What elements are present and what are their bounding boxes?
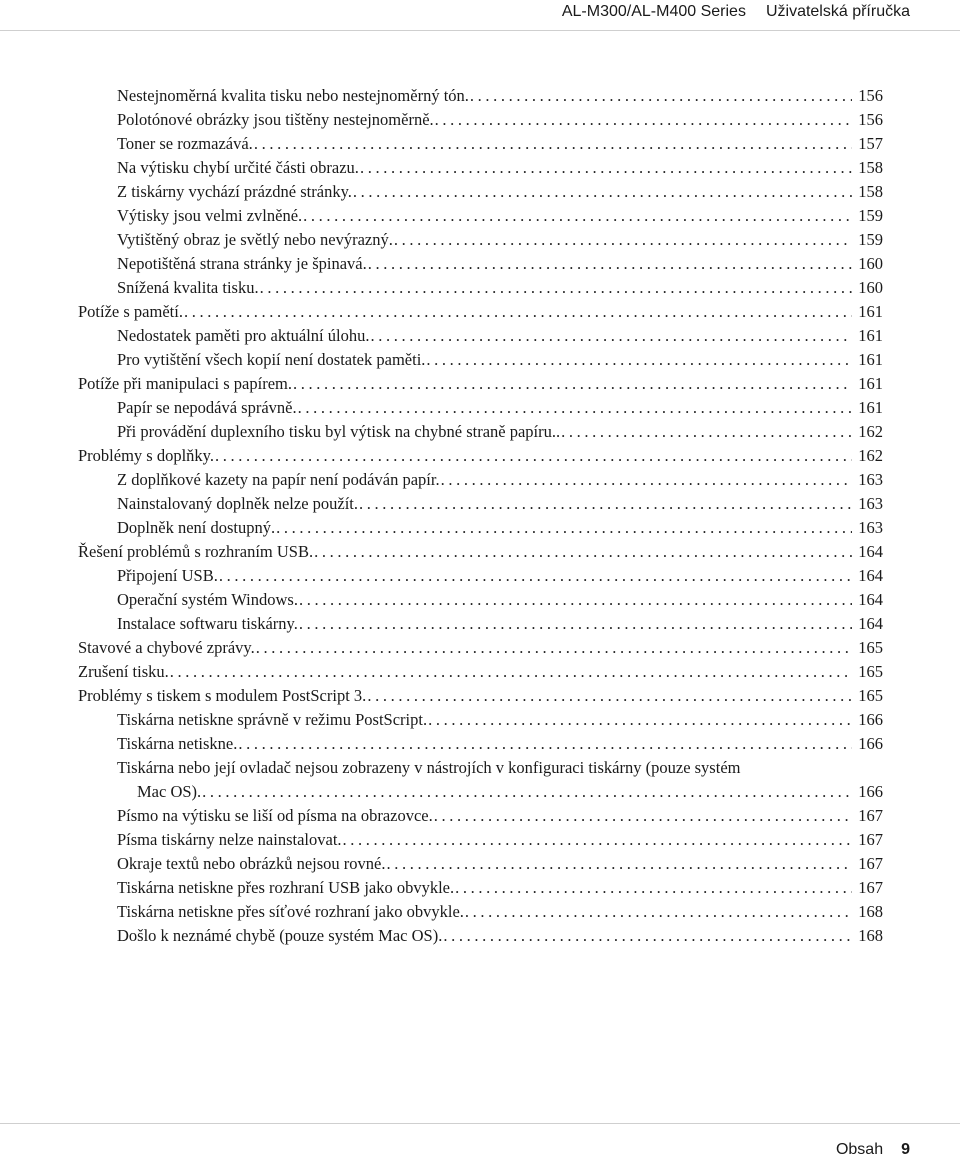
dot-leader <box>313 540 852 564</box>
toc-entry[interactable] <box>78 564 883 588</box>
toc-entry-page: 164 <box>858 614 883 633</box>
dot-leader <box>297 396 853 420</box>
dot-leader <box>352 180 852 204</box>
toc-entry-title: Tiskárna netiskne. <box>117 734 238 753</box>
toc-entry-page: 167 <box>858 806 883 825</box>
dot-leader <box>218 564 852 588</box>
toc-entry[interactable] <box>78 252 883 276</box>
toc-entry-page: 158 <box>858 182 883 201</box>
dot-leader <box>427 708 852 732</box>
dot-leader <box>358 492 852 516</box>
dot-leader <box>253 132 852 156</box>
dot-leader <box>393 228 852 252</box>
toc-entry-page: 167 <box>858 854 883 873</box>
toc-entry[interactable] <box>78 492 883 516</box>
toc-entry-page: 163 <box>858 470 883 489</box>
toc-entry-title: Tiskárna nebo její ovladač nejsou zobrazeny v nástrojích v konfiguraci tiskárny (pouze systém <box>117 758 741 777</box>
toc-entry[interactable] <box>78 276 883 300</box>
toc-entry-title: Písmo na výtisku se liší od písma na obrazovce. <box>117 806 433 825</box>
toc-entry-title: Výtisky jsou velmi zvlněné. <box>117 206 303 225</box>
toc-entry-title: Problémy s tiskem s modulem PostScript 3. <box>78 686 367 705</box>
toc-entry-page: 159 <box>858 230 883 249</box>
toc-entry-page: 164 <box>858 590 883 609</box>
dot-leader <box>169 660 853 684</box>
toc-entry[interactable] <box>78 588 883 612</box>
toc-entry-page: 163 <box>858 494 883 513</box>
toc-entry-title: Z doplňkové kazety na papír není podáván papír. <box>117 470 440 489</box>
dot-leader <box>292 372 852 396</box>
toc-entry-title: Problémy s doplňky. <box>78 446 214 465</box>
toc-entry-title: Řešení problémů s rozhraním USB. <box>78 542 314 561</box>
toc-entry[interactable] <box>78 468 883 492</box>
toc-entry-title: Nainstalovaný doplněk nelze použít. <box>117 494 359 513</box>
toc-entry-page: 158 <box>858 158 883 177</box>
toc-entry-title: Potíže při manipulaci s papírem. <box>78 374 292 393</box>
toc-entry[interactable] <box>78 756 883 804</box>
toc-entry-page: 168 <box>858 902 883 921</box>
toc-entry[interactable] <box>78 300 883 324</box>
toc-entry[interactable] <box>78 708 883 732</box>
dot-leader <box>464 900 852 924</box>
dot-leader <box>366 684 852 708</box>
header-product: AL-M300/AL-M400 Series <box>561 3 746 20</box>
footer-divider <box>0 1123 960 1124</box>
toc-entry[interactable] <box>78 828 883 852</box>
dot-leader <box>425 348 852 372</box>
toc-entry-title: Doplněk není dostupný. <box>117 518 276 537</box>
toc-entry-title-continued: Mac OS). <box>137 782 202 801</box>
toc-entry-title: Došlo k neznámé chybě (pouze systém Mac OS). <box>117 926 443 945</box>
toc-entry-page: 160 <box>858 278 883 297</box>
toc-entry-title: Potíže s pamětí. <box>78 302 183 321</box>
toc-entry-page: 162 <box>858 446 883 465</box>
toc-entry-page: 159 <box>858 206 883 225</box>
toc-entry-title: Při provádění duplexního tisku byl výtisk na chybné straně papíru.. <box>117 422 561 441</box>
toc-entry-page: 160 <box>858 254 883 273</box>
toc-entry[interactable] <box>78 852 883 876</box>
toc-entry-title: Instalace softwaru tiskárny. <box>117 614 298 633</box>
dot-leader <box>440 468 853 492</box>
toc-entry-page: 167 <box>858 878 883 897</box>
toc-entry-title: Nepotištěná strana stránky je špinavá. <box>117 254 367 273</box>
dot-leader <box>275 516 852 540</box>
toc-entry-page: 161 <box>858 398 883 417</box>
dot-leader <box>214 444 852 468</box>
toc-entry-page: 165 <box>858 662 883 681</box>
toc-entry-title: Připojení USB. <box>117 566 218 585</box>
table-of-contents <box>78 84 883 948</box>
dot-leader <box>259 276 853 300</box>
toc-entry-page: 156 <box>858 86 883 105</box>
toc-entry[interactable] <box>78 396 883 420</box>
toc-entry[interactable] <box>78 156 883 180</box>
toc-entry-title: Okraje textů nebo obrázků nejsou rovné. <box>117 854 386 873</box>
running-header <box>562 0 910 24</box>
toc-entry-page: 165 <box>858 638 883 657</box>
dot-leader <box>560 420 852 444</box>
dot-leader <box>367 252 853 276</box>
toc-entry[interactable] <box>78 420 883 444</box>
footer-section: Obsah <box>835 1141 884 1158</box>
dot-leader <box>454 876 852 900</box>
toc-entry-title: Snížená kvalita tisku. <box>117 278 259 297</box>
toc-entry-page: 168 <box>858 926 883 945</box>
header-doc-title: Uživatelská příručka <box>765 3 910 20</box>
dot-leader <box>386 852 853 876</box>
toc-entry-title: Nestejnoměrná kvalita tisku nebo nestejnoměrný tón. <box>117 86 469 105</box>
toc-entry-page: 162 <box>858 422 883 441</box>
toc-entry[interactable] <box>78 348 883 372</box>
toc-entry-title: Toner se rozmazává. <box>117 134 253 153</box>
toc-entry-title: Pro vytištění všech kopií není dostatek paměti. <box>117 350 426 369</box>
toc-entry-title: Operační systém Windows. <box>117 590 298 609</box>
toc-entry-page: 163 <box>858 518 883 537</box>
toc-entry[interactable] <box>78 684 883 708</box>
toc-entry[interactable] <box>78 516 883 540</box>
dot-leader <box>469 84 852 108</box>
toc-entry[interactable] <box>78 732 883 756</box>
header-divider <box>0 30 960 31</box>
dot-leader <box>369 324 852 348</box>
dot-leader <box>255 636 853 660</box>
toc-entry-page: 157 <box>858 134 883 153</box>
footer-page-number: 9 <box>901 1141 910 1158</box>
toc-entry[interactable] <box>78 660 883 684</box>
dot-leader <box>298 612 852 636</box>
toc-entry-title: Písma tiskárny nelze nainstalovat. <box>117 830 342 849</box>
toc-entry[interactable] <box>78 84 883 108</box>
toc-entry-page: 161 <box>858 326 883 345</box>
toc-entry-title: Vytištěný obraz je světlý nebo nevýrazný. <box>117 230 393 249</box>
dot-leader <box>201 780 852 804</box>
toc-entry[interactable] <box>78 132 883 156</box>
toc-entry-page: 166 <box>858 782 883 801</box>
toc-entry[interactable] <box>78 876 883 900</box>
toc-entry-page: 165 <box>858 686 883 705</box>
toc-entry[interactable] <box>78 444 883 468</box>
toc-entry-title: Nedostatek paměti pro aktuální úlohu. <box>117 326 370 345</box>
dot-leader <box>237 732 852 756</box>
toc-entry[interactable] <box>78 180 883 204</box>
toc-entry-title: Papír se nepodává správně. <box>117 398 297 417</box>
dot-leader <box>359 156 852 180</box>
toc-entry[interactable] <box>78 228 883 252</box>
dot-leader <box>298 588 852 612</box>
toc-entry-title: Tiskárna netiskne přes síťové rozhraní jako obvykle. <box>117 902 464 921</box>
toc-entry[interactable] <box>78 636 883 660</box>
toc-entry-page: 164 <box>858 566 883 585</box>
running-footer <box>836 1138 910 1162</box>
toc-entry[interactable] <box>78 804 883 828</box>
toc-entry-title: Zrušení tisku. <box>78 662 169 681</box>
dot-leader <box>302 204 852 228</box>
toc-entry-page: 167 <box>858 830 883 849</box>
toc-entry[interactable] <box>78 900 883 924</box>
toc-entry-title: Z tiskárny vychází prázdné stránky. <box>117 182 352 201</box>
toc-entry-page: 166 <box>858 734 883 753</box>
toc-entry[interactable] <box>78 540 883 564</box>
toc-entry-title: Polotónové obrázky jsou tištěny nestejnoměrně. <box>117 110 434 129</box>
toc-entry-page: 164 <box>858 542 883 561</box>
dot-leader <box>442 924 852 948</box>
toc-entry-page: 156 <box>858 110 883 129</box>
toc-entry[interactable] <box>78 108 883 132</box>
toc-entry-page: 166 <box>858 710 883 729</box>
toc-entry[interactable] <box>78 924 883 948</box>
dot-leader <box>434 108 853 132</box>
toc-entry-page: 161 <box>858 350 883 369</box>
dot-leader <box>183 300 852 324</box>
toc-entry-title: Tiskárna netiskne přes rozhraní USB jako obvykle. <box>117 878 455 897</box>
toc-entry-page: 161 <box>858 374 883 393</box>
toc-entry[interactable] <box>78 612 883 636</box>
toc-entry[interactable] <box>78 372 883 396</box>
toc-entry-page: 161 <box>858 302 883 321</box>
toc-entry[interactable] <box>78 204 883 228</box>
dot-leader <box>433 804 853 828</box>
toc-entry-title: Tiskárna netiskne správně v režimu PostScript. <box>117 710 428 729</box>
toc-entry[interactable] <box>78 324 883 348</box>
dot-leader <box>342 828 853 852</box>
toc-entry-title: Stavové a chybové zprávy. <box>78 638 255 657</box>
toc-entry-title: Na výtisku chybí určité části obrazu. <box>117 158 359 177</box>
